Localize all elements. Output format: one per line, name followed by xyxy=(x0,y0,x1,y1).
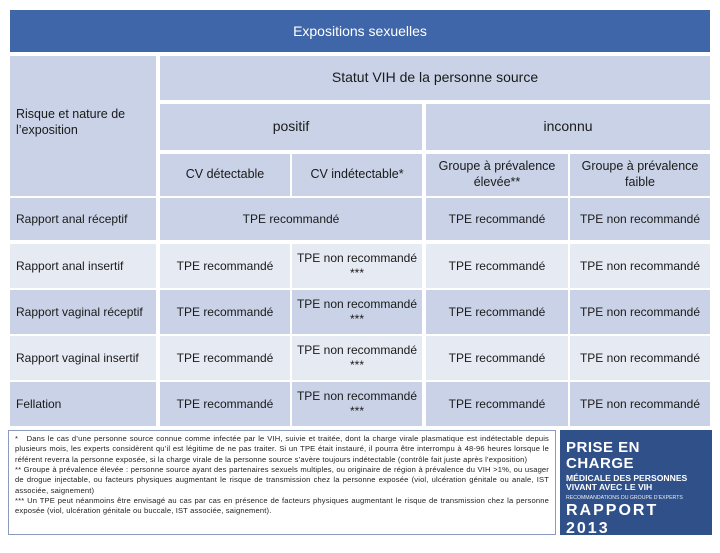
footnote-3-mark: *** xyxy=(15,495,25,505)
cell-groupe-faible: TPE non recommandé xyxy=(570,382,710,426)
cell-cv-detectable: TPE recommandé xyxy=(160,336,290,380)
risk-header-spacer-top xyxy=(10,56,156,100)
footnote-2 xyxy=(15,465,549,496)
row-label-fellation: Fellation xyxy=(10,382,156,426)
cell-cv-detectable: TPE recommandé xyxy=(160,244,290,288)
report-logo xyxy=(560,430,712,553)
footnote-3-text: Un TPE peut néanmoins être envisagé au cas par cas en présence de facteurs physiques augmentant le risque de transmission chez la personne exposée (viol, ulcération génitale ou buccale, IST associée, saignement). xyxy=(15,495,549,516)
logo-line-2b: VIVANT AVEC LE VIH xyxy=(566,482,653,493)
groupe-elevee-header: Groupe à prévalence élevée** xyxy=(426,154,568,196)
logo-line-5b: et sous l’égide du CNS et de l’ANRS xyxy=(566,546,654,553)
cell-groupe-faible: TPE non recommandé xyxy=(570,336,710,380)
groupe-faible-header: Groupe à prévalence faible xyxy=(570,154,710,196)
logo-line-4: RAPPORT 2013 xyxy=(566,502,659,538)
cell-groupe-elevee: TPE recommandé xyxy=(426,198,568,240)
row-label-anal-insertif: Rapport anal insertif xyxy=(10,244,156,288)
cv-indetectable-header: CV indétectable* xyxy=(292,154,422,196)
footnote-1 xyxy=(15,434,549,465)
logo-line-5a: Sous la direction du Pr Philippe Morlat xyxy=(566,539,658,546)
row-label-anal-receptif: Rapport anal réceptif xyxy=(10,198,156,240)
cell-groupe-faible: TPE non recommandé xyxy=(570,244,710,288)
cell-cv-detectable: TPE recommandé xyxy=(160,290,290,334)
footnote-1-text: Dans le cas d’une personne source connue comme infectée par le VIH, suivie et traitée, dont la charge virale plasmatique est indétectable depuis plusieurs mois, les experts considèrent qu’il est légitime de ne pas traiter. Si un TPE était instauré, il pourra être interrompu à 48-96 heures lorsque le référent reverra la personne exposée, si la charge virale de la personne source s’avère toujours indétectable (contrôle fait juste après l’exposition) xyxy=(15,434,550,464)
footnote-1-mark: * xyxy=(15,434,19,443)
cell-cv-detectable: TPE recommandé xyxy=(160,382,290,426)
cv-detectable-header: CV détectable xyxy=(160,154,290,196)
row-label-vaginal-insertif: Rapport vaginal insertif xyxy=(10,336,156,380)
logo-line-1: PRISE EN CHARGE xyxy=(566,439,641,472)
footnotes-box xyxy=(8,430,556,535)
footnote-2-mark: ** xyxy=(15,464,22,474)
table-title: Expositions sexuelles xyxy=(10,10,710,52)
cell-groupe-faible: TPE non recommandé xyxy=(570,198,710,240)
cell-groupe-elevee: TPE recommandé xyxy=(426,244,568,288)
logo-line-2a: MÉDICALE DES PERSONNES xyxy=(566,472,688,483)
cell-cv-indetectable: TPE non recommandé *** xyxy=(292,244,422,288)
cell-groupe-faible: TPE non recommandé xyxy=(570,290,710,334)
footnote-3 xyxy=(15,496,549,517)
cell-cv-indetectable: TPE non recommandé *** xyxy=(292,382,422,426)
row-label-vaginal-receptif: Rapport vaginal réceptif xyxy=(10,290,156,334)
cell-groupe-elevee: TPE recommandé xyxy=(426,290,568,334)
cell-groupe-elevee: TPE recommandé xyxy=(426,382,568,426)
cell-merged-recommande: TPE recommandé xyxy=(160,198,422,240)
cell-groupe-elevee: TPE recommandé xyxy=(426,336,568,380)
risk-header: Risque et nature de l’exposition xyxy=(10,100,156,196)
cell-cv-indetectable: TPE non recommandé *** xyxy=(292,336,422,380)
inconnu-header: inconnu xyxy=(426,104,710,150)
logo-line-3: RECOMMANDATIONS DU GROUPE D’EXPERTS xyxy=(566,495,683,502)
status-header: Statut VIH de la personne source xyxy=(160,56,710,100)
footnote-2-text: Groupe à prévalence élevée : personne source ayant des partenaires sexuels multiples, ou originaire de région à prévalence du VIH >1%, ou usager de drogue injectable, ou facteurs physiques augmentant le risque de transmission chez la personne exposée (viol, ulcération génitale ou anale, IST associée, saignement) xyxy=(15,464,549,495)
positif-header: positif xyxy=(160,104,422,150)
cell-cv-indetectable: TPE non recommandé *** xyxy=(292,290,422,334)
